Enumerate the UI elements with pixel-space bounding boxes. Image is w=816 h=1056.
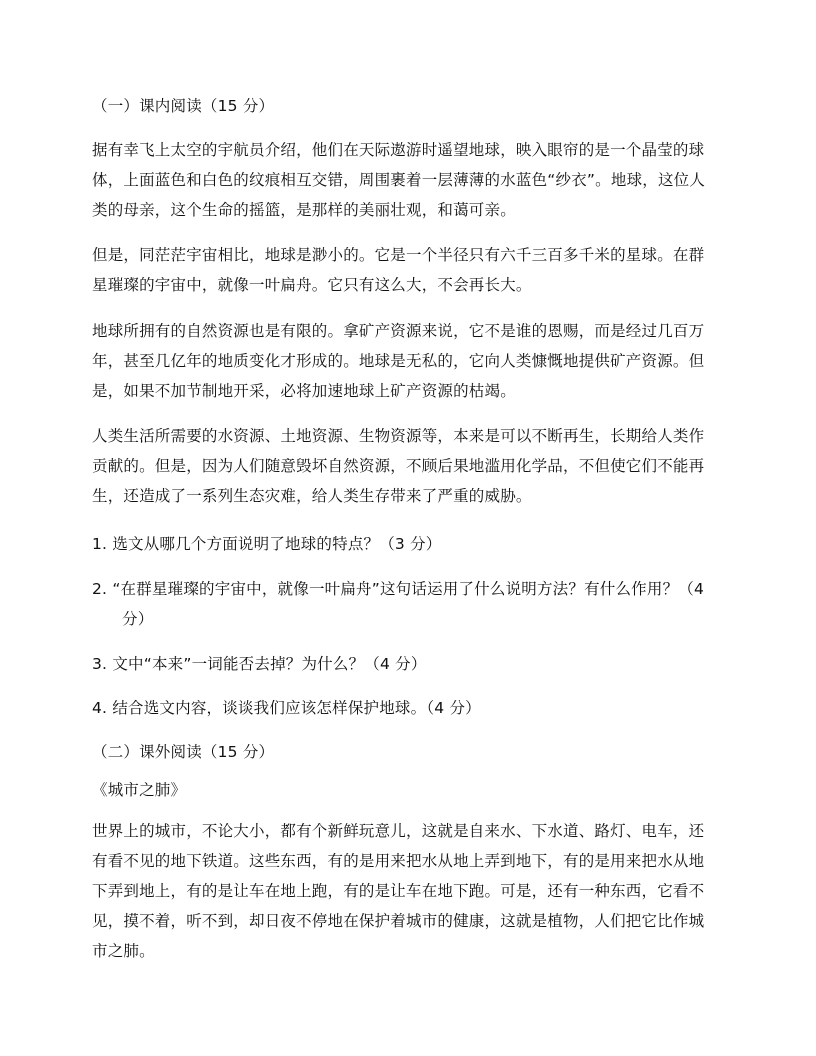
paragraph-line: 见，摸不着，听不到，却日夜不停地在保护着城市的健康，这就是植物，人们把它比作城 — [92, 912, 705, 930]
paragraph-line: 世界上的城市，不论大小，都有个新鲜玩意儿，这就是自来水、下水道、路灯、电车，还 — [92, 822, 705, 840]
title-text: 《城市之肺》 — [92, 781, 187, 799]
paragraph-line: 生，还造成了一系列生态灾难，给人类生存带来了严重的威胁。 — [92, 487, 532, 505]
paragraph-line: 年，甚至几亿年的地质变化才形成的。地球是无私的，它向人类慷慨地提供矿产资源。但 — [92, 352, 705, 370]
paragraph-line: 类的母亲，这个生命的摇篮，是那样的美丽壮观，和蔼可亲。 — [92, 201, 516, 219]
paragraph-line: 据有幸飞上太空的宇航员介绍，他们在天际遨游时遥望地球，映入眼帘的是一个晶莹的球 — [92, 141, 705, 159]
question-3 — [92, 649, 726, 679]
paragraph-line: 是，如果不加节制地开采，必将加速地球上矿产资源的枯竭。 — [92, 382, 516, 400]
paragraph-2 — [92, 240, 726, 300]
question-text: 2. “在群星璀璨的宇宙中，就像一叶扁舟”这句话运用了什么说明方法？有什么作用？（4 — [92, 580, 705, 598]
question-text-continued: 分） — [122, 610, 154, 628]
paragraph-line: 星璀璨的宇宙中，就像一叶扁舟。它只有这么大，不会再长大。 — [92, 276, 532, 294]
paragraph-line: 有看不见的地下铁道。这些东西，有的是用来把水从地上弄到地下，有的是用来把水从地 — [92, 852, 705, 870]
section1-heading — [92, 91, 726, 121]
paragraph-line: 地球所拥有的自然资源也是有限的。拿矿产资源来说，它不是谁的恩赐，而是经过几百万 — [92, 322, 705, 340]
paragraph-3 — [92, 316, 726, 406]
paragraph-line: 贡献的。但是，因为人们随意毁坏自然资源，不顾后果地滥用化学品，不但使它们不能再 — [92, 457, 705, 475]
paragraph-line: 市之肺。 — [92, 942, 155, 960]
question-text: 4. 结合选文内容，谈谈我们应该怎样保护地球。（4 分） — [92, 699, 481, 717]
question-text: 1. 选文从哪几个方面说明了地球的特点？（3 分） — [92, 535, 442, 553]
paragraph-line: 人类生活所需要的水资源、土地资源、生物资源等，本来是可以不断再生，长期给人类作 — [92, 427, 705, 445]
paragraph-line: 下弄到地上，有的是让车在地上跑，有的是让车在地下跑。可是，还有一种东西，它看不 — [92, 882, 705, 900]
heading-text: （二）课外阅读（15 分） — [92, 743, 275, 761]
question-1 — [92, 529, 726, 559]
paragraph-4 — [92, 421, 726, 511]
heading-text: （一）课内阅读（15 分） — [92, 97, 275, 115]
question-2 — [92, 574, 726, 634]
question-text: 3. 文中“本来”一词能否去掉？为什么？（4 分） — [92, 655, 427, 673]
paragraph-line: 但是，同茫茫宇宙相比，地球是渺小的。它是一个半径只有六千三百多千米的星球。在群 — [92, 246, 705, 264]
article-title — [92, 775, 726, 805]
paragraph-1 — [92, 135, 726, 225]
article-paragraph — [92, 816, 726, 966]
section2-heading — [92, 737, 726, 767]
question-4 — [92, 693, 726, 723]
paragraph-line: 体，上面蓝色和白色的纹痕相互交错，周围裹着一层薄薄的水蓝色“纱衣”。地球，这位人 — [92, 171, 706, 189]
